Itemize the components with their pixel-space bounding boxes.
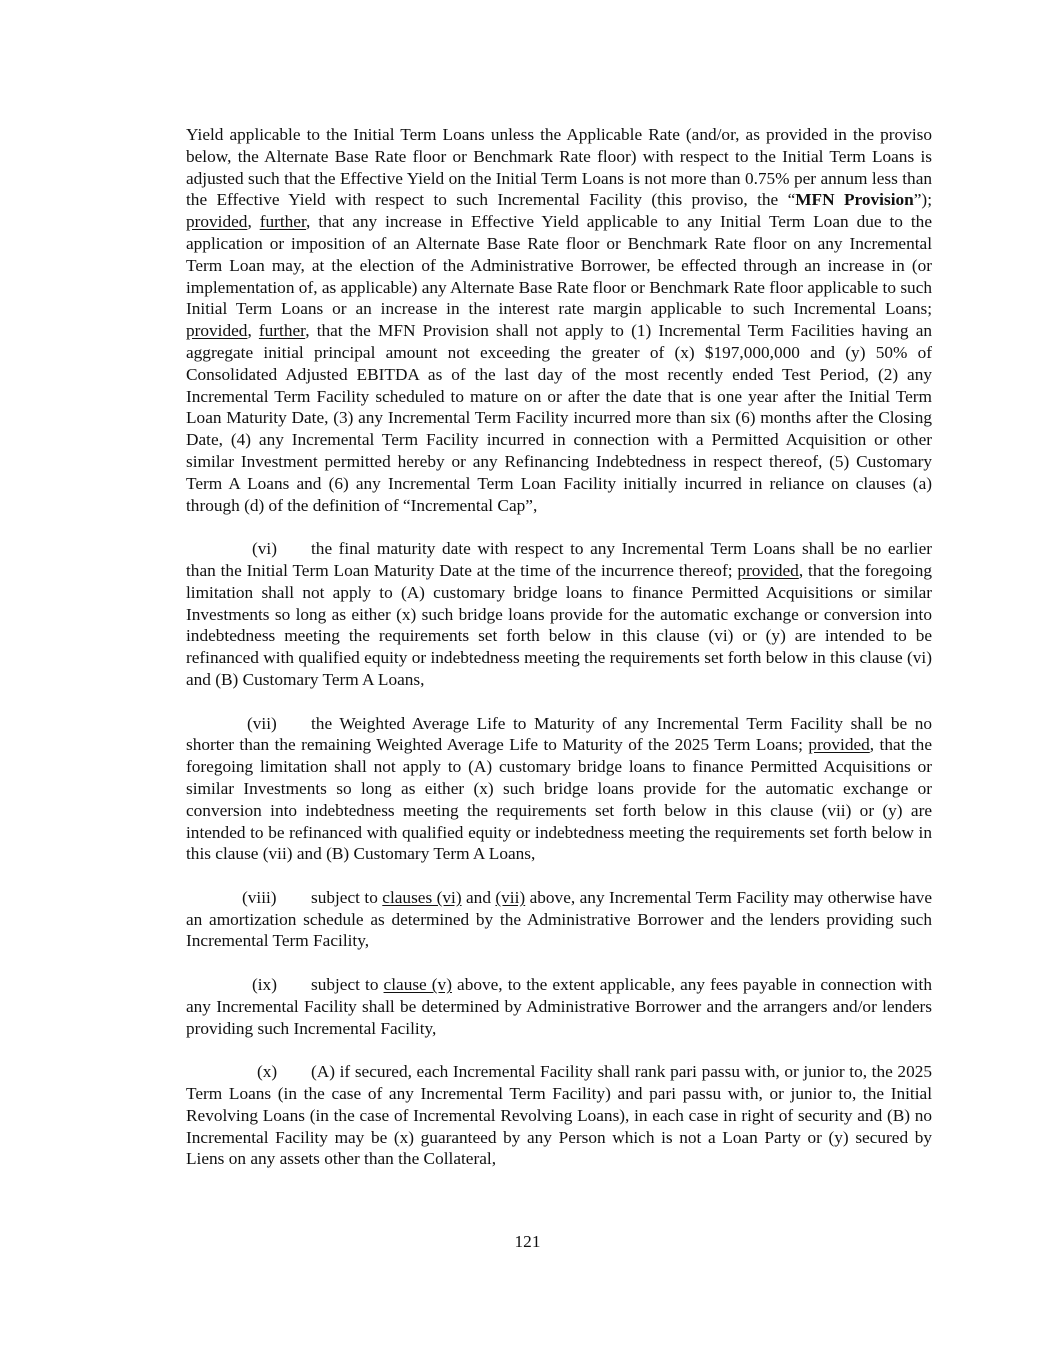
clause-number: (vi) (252, 539, 277, 559)
text-run: subject to (311, 887, 383, 907)
clause-vi (186, 538, 932, 691)
document-body (186, 124, 932, 1192)
clause-ix (186, 974, 932, 1039)
text-run: above, any Incremental Term Facility may otherwise have an amortization schedule as determined by the Administrative Borrower and the lenders providing such Incremental Term Facility, (186, 887, 932, 951)
clause-number: (x) (257, 1062, 278, 1082)
text-run: , that the foregoing limitation shall not apply to (A) customary bridge loans to finance Permitted Acquisitions or similar Investments so long as either (x) such bridge loans provide for the automatic exchange or conversion into indebtedness meeting the requirements set forth below in this clause (vii) or (y) are intended to be refinanced with qualified equity or indebtedness meeting the requirements set forth below in this clause (vii) and (B) Customary Term A Loans, (186, 735, 932, 864)
underlined-further: further (258, 321, 306, 341)
clause-number: (vii) (247, 713, 277, 733)
text-run: , that the foregoing limitation shall not apply to (A) customary bridge loans to finance Permitted Acquisitions or similar Investments so long as either (x) such bridge loans provide for the automatic exchange or conversion into indebtedness meeting the requirements set forth below in this clause (vi) or (y) are intended to be refinanced with qualified equity or indebtedness meeting the requirements set forth below in this clause (vi) and (B) Customary Term A Loans, (186, 560, 932, 689)
text-run: the Weighted Average Life to Maturity of any Incremental Term Facility shall be no shorter than the remaining Weighted Average Life to Maturity of the 2025 Term Loans; (186, 713, 932, 755)
underlined-provided: provided (186, 321, 248, 341)
clause-reference: (vii) (495, 887, 526, 907)
clause-reference: clauses (vi) (382, 887, 462, 907)
clause-viii (186, 887, 932, 952)
text-run: , (247, 321, 259, 341)
text-run: , (247, 212, 260, 232)
defined-term-mfn-provision: MFN Provision (795, 190, 914, 210)
page-number: 121 (514, 1232, 541, 1251)
text-run: , that any increase in Effective Yield applicable to any Initial Term Loan due to the application or imposition of an Alternate Base Rate floor or Benchmark Rate floor on any Incremental Term Loan may, at the election of the Administrative Borrower, be effected through an increase in (or implementation of, as applicable) any Alternate Base Rate floor or Benchmark Rate floor applicable to such Initial Term Loans or an increase in the interest rate margin applicable to such Incremental Loans; (186, 212, 932, 319)
paragraph-mfn-provision (186, 124, 932, 516)
text-run: above, to the extent applicable, any fees payable in connection with any Incremental Facility shall be determined by Administrative Borrower and the arrangers and/or lenders providing such Incremental Facility, (186, 975, 932, 1038)
text-run: (A) if secured, each Incremental Facility shall rank pari passu with, or junior to, the 2025 Term Loans (in the case of any Incremental Term Facility) and pari passu with, or junior to, the Initial Revolving Loans (in the case of Incremental Revolving Loans), in each case in right of security and (B) no Incremental Facility may be (x) guaranteed by any Person which is not a Loan Party or (y) secured by Liens on any assets other than the Collateral, (186, 1062, 932, 1169)
underlined-provided: provided (186, 212, 248, 232)
clause-number: (viii) (242, 887, 277, 907)
underlined-provided: provided (808, 735, 870, 755)
text-run: and (461, 887, 496, 907)
text-run: Yield applicable to the Initial Term Loans unless the Applicable Rate (and/or, as provided in the proviso below, the Alternate Base Rate floor or Benchmark Rate floor) with respect to the Initial Term Loans is adjusted such that the Effective Yield on the Initial Term Loans is not more than 0.75% per annum less than the Effective Yield with respect to such Incremental Facility (this proviso, the “ (186, 125, 932, 210)
clause-number: (ix) (252, 975, 277, 995)
text-run: subject to (311, 975, 384, 995)
underlined-further: further (259, 212, 307, 232)
clause-x (186, 1061, 932, 1170)
clause-vii (186, 713, 932, 866)
underlined-provided: provided (737, 560, 799, 580)
text-run: ”); (913, 190, 932, 210)
text-run: the final maturity date with respect to any Incremental Term Loans shall be no earlier than the Initial Term Loan Maturity Date at the time of the incurrence thereof; (186, 539, 932, 580)
clause-reference: clause (v) (383, 975, 452, 995)
text-run: , that the MFN Provision shall not apply to (1) Incremental Term Facilities having an aggregate initial principal amount not exceeding the greater of (x) $197,000,000 and (y) 50% of Consolidated Adjusted EBITDA as of the last day of the most recently ended Test Period, (2) any Incremental Term Facility scheduled to mature on or after the date that is one year after the Initial Term Loan Maturity Date, (3) any Incremental Term Facility incurred more than six (6) months after the Closing Date, (4) any Incremental Term Facility incurred in connection with a Permitted Acquisition or other similar Investment permitted hereby or any Refinancing Indebtedness in respect thereof, (5) Customary Term A Loans and (6) any Incremental Term Loan Facility initially incurred in reliance on clauses (a) through (d) of the definition of “Incremental Cap”, (186, 321, 933, 515)
